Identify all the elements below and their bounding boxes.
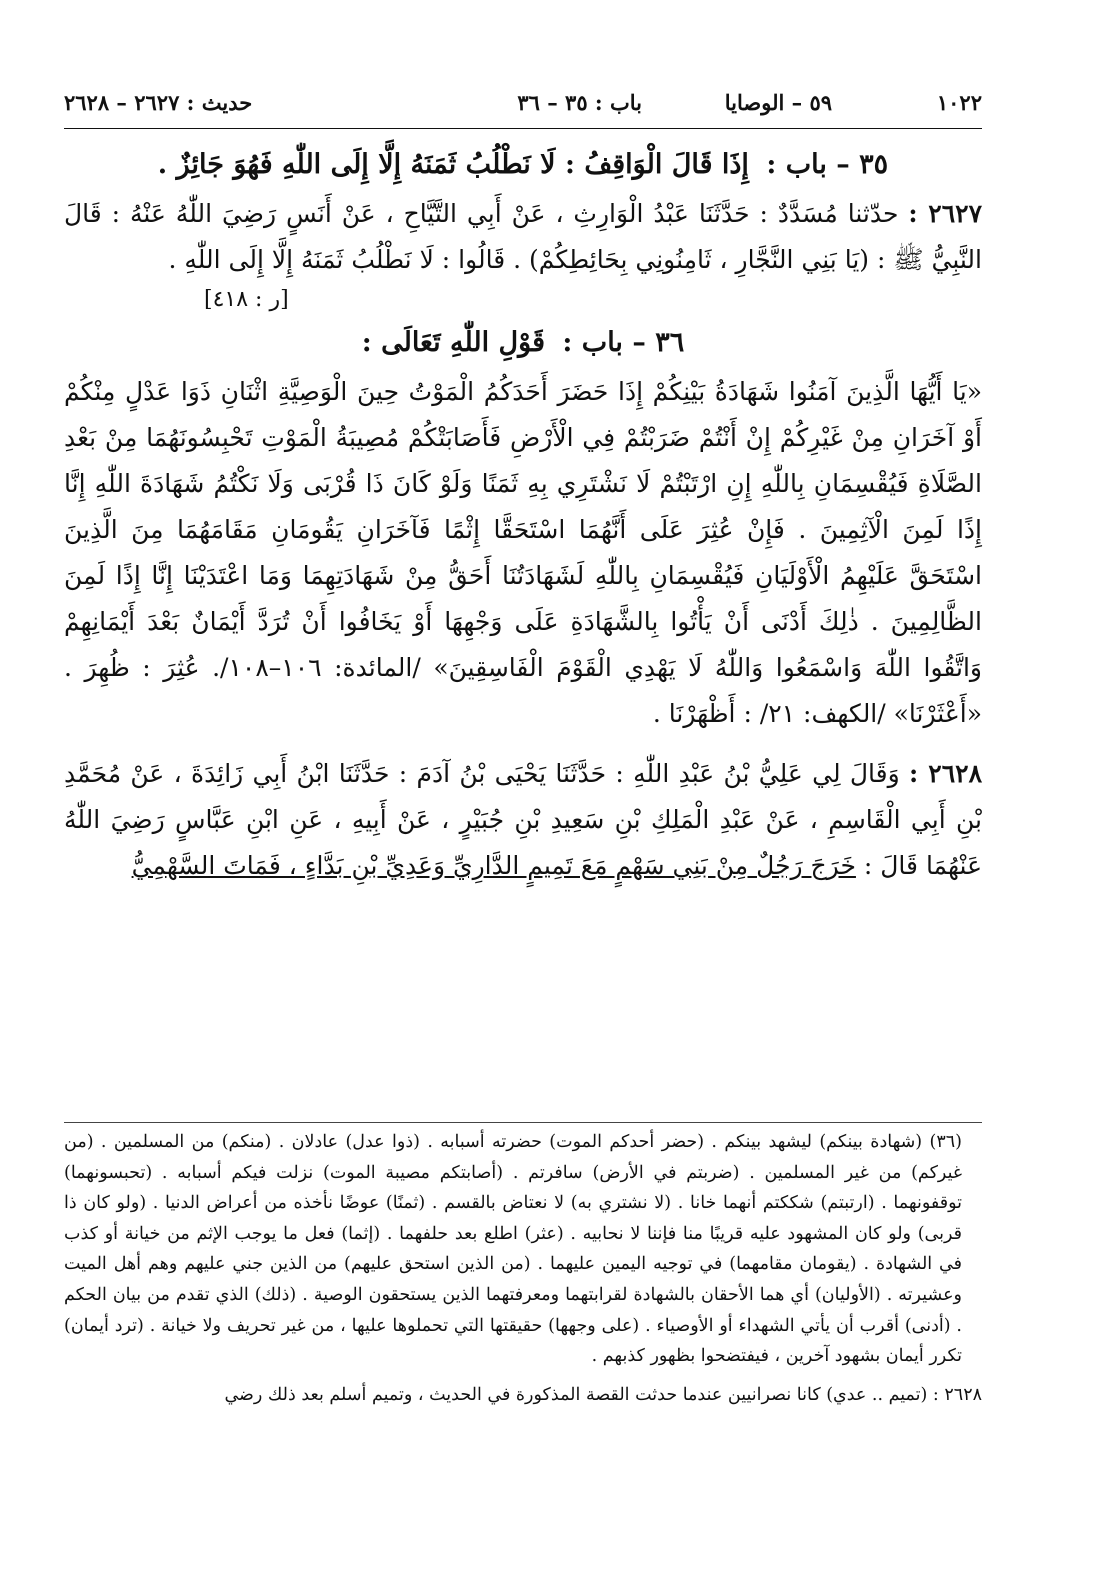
- bab-36-label: ٣٦ – باب :: [562, 327, 685, 358]
- hadith-range: حديث : ٢٦٢٧ – ٢٦٢٨: [64, 90, 253, 115]
- hadith-2627-number: ٢٦٢٧ :: [908, 199, 983, 228]
- footnotes: [64, 1122, 982, 1412]
- bab-35-heading: [64, 139, 982, 191]
- hadith-2628: [64, 751, 982, 889]
- bab-35-title: إِذَا قَالَ الْوَاقِفُ : لَا نَطْلُبُ ثَمَنَهُ إِلَّا إِلَى اللّٰهِ فَهُوَ جَائِزٌ .: [157, 149, 749, 180]
- bab-36-title: قَوْلِ اللّٰهِ تَعَالَى :: [361, 327, 546, 358]
- bab-range: باب : ٣٥ – ٣٦: [517, 90, 642, 115]
- hadith-2628-underlined-text: خَرَجَ رَجُلٌ مِنْ بَنِي سَهْمٍ مَعَ تَمِيمٍ الدَّارِيِّ وَعَدِيِّ بْنِ بَدَّاءٍ ، فَمَاتَ السَّهْمِيُّ: [131, 851, 856, 880]
- page-body: [64, 84, 982, 889]
- hadith-2627: [64, 191, 982, 283]
- hadith-2628-number: ٢٦٢٨ :: [908, 759, 982, 788]
- footnote-2628: ٢٦٢٨ : (تميم .. عدي) كانا نصرانيين عندما حدثت القصة المذكورة في الحديث ، وتميم أسلم بعد ذلك رضي: [224, 1384, 982, 1405]
- page-number: ١٠٢٢: [936, 90, 982, 115]
- main-text: [64, 139, 982, 889]
- bab-35-label: ٣٥ – باب :: [766, 149, 889, 180]
- hadith-2628-text: وَقَالَ لِي عَلِيُّ بْنُ عَبْدِ اللّٰهِ : حَدَّثَنَا يَحْيَى بْنُ آدَمَ : حَدَّثَنَا ابْنُ أَبِي زَائِدَةَ ، عَنْ مُحَمَّدِ بْنِ أَبِي الْقَاسِمِ ، عَنْ عَبْدِ الْمَلِكِ بْنِ سَعِيدِ بْنِ جُبَيْرٍ ، عَنْ أَبِيهِ ، عَنِ ابْنِ عَبَّاسٍ رَضِيَ اللّٰهُ عَنْهُمَا قَالَ :: [64, 759, 982, 880]
- bab-36-heading: [64, 317, 982, 369]
- hadith-2627-text: حدّثنا مُسَدَّدٌ : حَدَّثَنَا عَبْدُ الْوَارِثِ ، عَنْ أَبِي التَّيَّاحِ ، عَنْ أَنَسٍ رَضِيَ اللّٰهُ عَنْهُ : قَالَ النَّبِيُّ ﷺ : (يَا بَنِي النَّجَّارِ ، ثَامِنُونِي بِحَائِطِكُمْ) . قَالُوا : لَا نَطْلُبُ ثَمَنَهُ إِلَّا إِلَى اللّٰهِ .: [64, 199, 982, 274]
- footnote-36: (٣٦) (شهادة بينكم) ليشهد بينكم . (حضر أحدكم الموت) حضرته أسبابه . (ذوا عدل) عادلان . (منكم) من المسلمين . (من غيركم) من غير المسلمين . (ضربتم في الأرض) سافرتم . (أصابتكم مصيبة الموت) نزلت فيكم أسبابه . (تحبسونهما) توقفونهما . (ارتبتم) شككتم أنهما خانا . (لا نشتري به) لا نعتاض بالقسم . (ثمنًا) عوضًا نأخذه من أعراض الدنيا . (ولو كان ذا قربى) ولو كان المشهود عليه قريبًا منا فإننا لا نحابيه . (عثر) اطلع بعد حلفهما . (إثما) فعل ما يوجب الإثم من خيانة أو كذب في الشهادة . (يقومان مقامهما) في توجيه اليمين عليهما . (من الذين استحق عليهم) من الذين جني عليهم وهم أهل الميت وعشيرته . (الأوليان) أي هما الأحقان بالشهادة لقرابتهما ومعرفتهما الذين يستحقون الوصية . (ذلك) الذي تقدم من بيان الحكم . (أدنى) أقرب أن يأتي الشهداء أو الأوصياء . (على وجهها) حقيقتها التي تحملوها عليها ، من غير تحريف ولا خيانة . (ترد أيمان) تكرر أيمان بشهود آخرين ، فيفتضحوا بظهور كذبهم .: [64, 1132, 962, 1367]
- hadith-2627-reference: [ر : ٤١٨]: [204, 287, 289, 312]
- running-head: [64, 84, 982, 129]
- quran-verse: «يَا أَيُّهَا الَّذِينَ آمَنُوا شَهَادَةُ بَيْنِكُمْ إِذَا حَضَرَ أَحَدَكُمُ الْمَوْتُ حِينَ الْوَصِيَّةِ اثْنَانِ ذَوَا عَدْلٍ مِنْكُمْ أَوْ آخَرَانِ مِنْ غَيْرِكُمْ إِنْ أَنْتُمْ ضَرَبْتُمْ فِي الْأَرْضِ فَأَصَابَتْكُمْ مُصِيبَةُ الْمَوْتِ تَحْبِسُونَهُمَا مِنْ بَعْدِ الصَّلَاةِ فَيُقْسِمَانِ بِاللّٰهِ إِنِ ارْتَبْتُمْ لَا نَشْتَرِي بِهِ ثَمَنًا وَلَوْ كَانَ ذَا قُرْبَى وَلَا نَكْتُمُ شَهَادَةَ اللّٰهِ إِنَّا إِذًا لَمِنَ الْآثِمِينَ . فَإِنْ عُثِرَ عَلَى أَنَّهُمَا اسْتَحَقَّا إِثْمًا فَآخَرَانِ يَقُومَانِ مَقَامَهُمَا مِنَ الَّذِينَ اسْتَحَقَّ عَلَيْهِمُ الْأَوْلَيَانِ فَيُقْسِمَانِ بِاللّٰهِ لَشَهَادَتُنَا أَحَقُّ مِنْ شَهَادَتِهِمَا وَمَا اعْتَدَيْنَا إِنَّا إِذًا لَمِنَ الظَّالِمِينَ . ذٰلِكَ أَدْنَى أَنْ يَأْتُوا بِالشَّهَادَةِ عَلَى وَجْهِهَا أَوْ يَخَافُوا أَنْ تُرَدَّ أَيْمَانٌ بَعْدَ أَيْمَانِهِمْ وَاتَّقُوا اللّٰهَ وَاسْمَعُوا وَاللّٰهُ لَا يَهْدِي الْقَوْمَ الْفَاسِقِينَ» /المائدة: ١٠٦–١٠٨/. عُثِرَ : ظُهِرَ . «أَعْثَرْنَا» /الكهف: ٢١/ : أَظْهَرْنَا .: [64, 377, 982, 728]
- book-title: ٥٩ – الوصايا: [724, 90, 832, 115]
